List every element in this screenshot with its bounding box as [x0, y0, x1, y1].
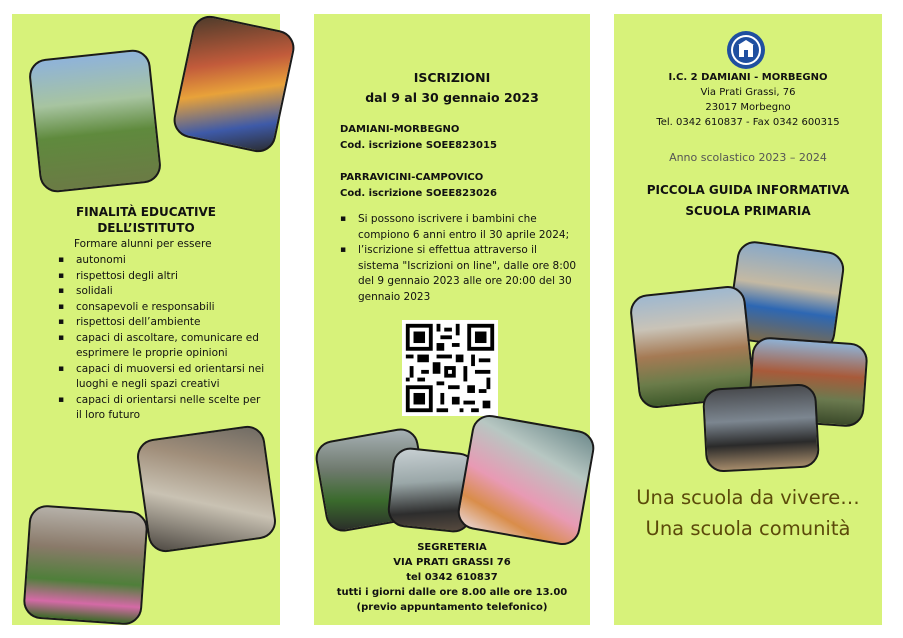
photo-puzzle-costume: [170, 13, 298, 156]
list-item: ▪ Si possono iscrivere i bambini che compiono 6 anni entro il 30 aprile 2024;: [340, 212, 578, 243]
enrollment-title: ISCRIZIONI: [413, 70, 491, 85]
purpose-heading-line2: DELL’ISTITUTO: [97, 221, 195, 235]
secretary-title: SEGRETERIA: [417, 542, 487, 553]
school-code: Cod. iscrizione SOEE823015: [340, 140, 497, 151]
school-city: 23017 Morbegno: [705, 102, 791, 113]
secretary-note: (previo appuntamento telefonico): [356, 602, 548, 613]
list-item: ▪ capaci di muoversi ed orientarsi nei luoghi e negli spazi creativi: [58, 362, 268, 393]
school-name: PARRAVICINI-CAMPOVICO: [340, 172, 484, 183]
enrollment-rules: [340, 212, 578, 305]
school-address-block: [614, 70, 882, 130]
photo-puzzle-lab: [455, 412, 597, 548]
purpose-heading-line1: FINALITÀ EDUCATIVE: [75, 205, 217, 219]
list-item: ▪ solidali: [58, 284, 268, 300]
panel-middle: [314, 14, 590, 625]
list-item: ▪ rispettosi degli altri: [58, 269, 268, 285]
motto-line2: Una scuola comunità: [645, 517, 851, 540]
school-name: DAMIANI-MORBEGNO: [340, 124, 460, 135]
school-damiani: [340, 122, 497, 154]
guide-title-line2: SCUOLA PRIMARIA: [685, 204, 811, 218]
guide-title: [614, 180, 882, 222]
photo-puzzle-garden: [22, 504, 149, 626]
list-item: ▪ consapevoli e responsabili: [58, 300, 268, 316]
list-item: ▪ rispettosi dell’ambiente: [58, 315, 268, 331]
school-title: I.C. 2 DAMIANI - MORBEGNO: [668, 72, 828, 83]
secretary-info: [314, 540, 590, 615]
list-item: ▪ capaci di ascoltare, comunicare ed esprimere le proprie opinioni: [58, 331, 268, 362]
photo-puzzle-classroom: [135, 424, 279, 555]
secretary-phone: tel 0342 610837: [406, 572, 498, 583]
school-contacts: Tel. 0342 610837 - Fax 0342 600315: [656, 117, 840, 128]
purpose-list: [58, 253, 268, 424]
school-logo: [726, 30, 766, 70]
purpose-intro: Formare alunni per essere: [74, 238, 212, 250]
motto: [614, 482, 882, 544]
school-street: Via Prati Grassi, 76: [700, 87, 796, 98]
list-item: ▪ autonomi: [58, 253, 268, 269]
school-year: Anno scolastico 2023 – 2024: [669, 151, 827, 164]
photo-puzzle-gym: [702, 383, 820, 473]
secretary-address: VIA PRATI GRASSI 76: [393, 557, 511, 568]
school-parravicini: [340, 170, 497, 202]
list-item: ▪ l’iscrizione si effettua attraverso il sistema "Iscrizioni on line", dalle ore 8:00 del 9 gennaio 2023 alle ore 20:00 del 30 gennaio 2023: [340, 243, 578, 305]
purpose-heading: [12, 204, 280, 236]
panel-right: [614, 14, 882, 625]
qr-code[interactable]: [402, 320, 498, 416]
guide-title-line1: PICCOLA GUIDA INFORMATIVA: [646, 183, 850, 197]
enrollment-dates: dal 9 al 30 gennaio 2023: [365, 90, 539, 105]
enrollment-header: [314, 68, 590, 108]
photo-puzzle-hike: [27, 48, 162, 194]
motto-line1: Una scuola da vivere…: [636, 486, 860, 509]
panel-left: [12, 14, 280, 625]
school-code: Cod. iscrizione SOEE823026: [340, 188, 497, 199]
list-item: ▪ capaci di orientarsi nelle scelte per il loro futuro: [58, 393, 268, 424]
secretary-hours: tutti i giorni dalle ore 8.00 alle ore 13.00: [336, 587, 568, 598]
